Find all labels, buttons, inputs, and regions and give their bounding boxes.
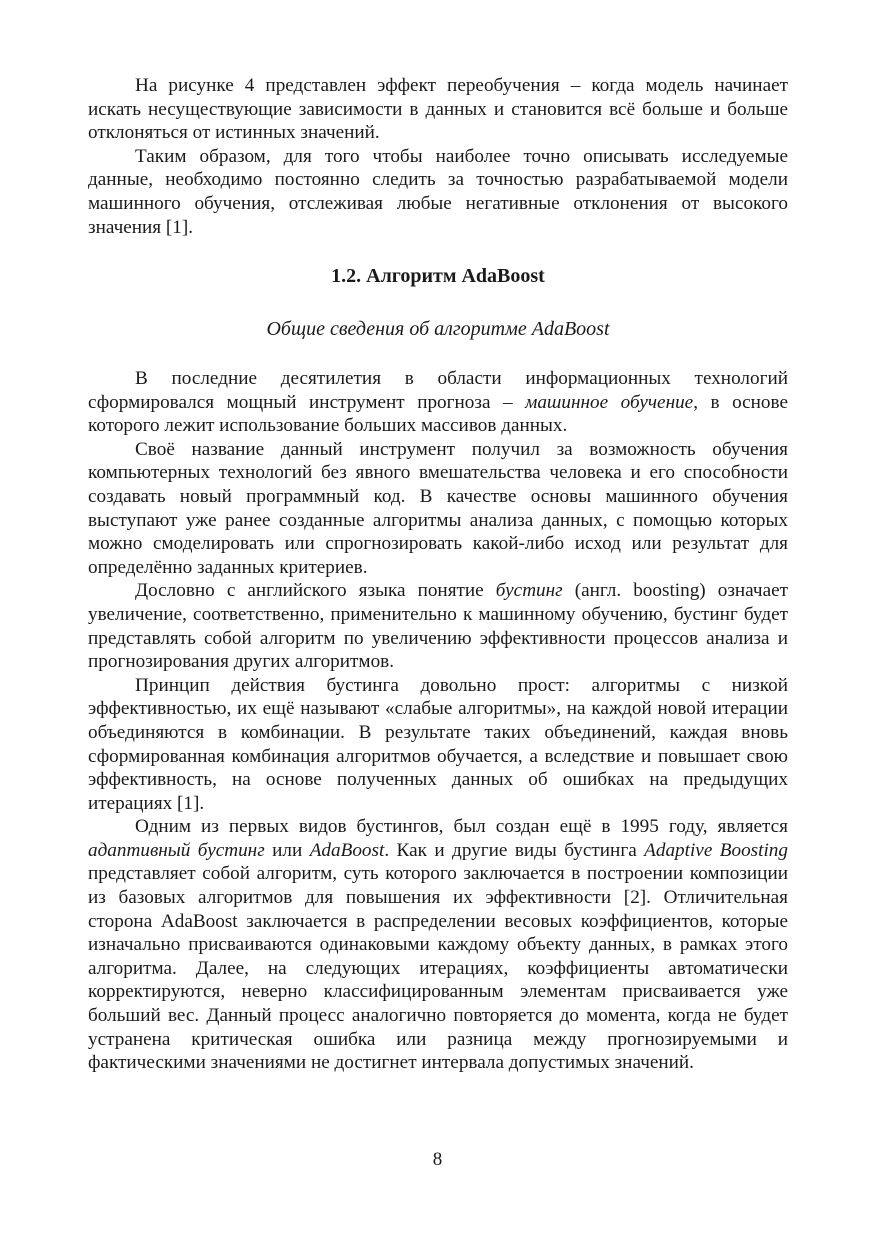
emphasis: бустинг [495, 580, 563, 602]
main-text-block [88, 367, 788, 1075]
emphasis: машинное обучение [525, 391, 694, 413]
paragraph: Своё название данный инструмент получил за возможность обучения компьютерных технологий без явного вмешательства человека и его способности создавать новый программный код. В качестве основы машинного обучения выступают уже ранее созданные алгоритмы анализа данных, с помощью которых можно смоделировать или спрогнозировать какой-либо исход или результат для определённо заданных критериев. [88, 438, 788, 578]
emphasis: адаптивный бустинг [88, 839, 265, 861]
page-number: 8 [432, 1149, 443, 1170]
intro-block [88, 74, 788, 239]
paragraph: На рисунке 4 представлен эффект переобучения – когда модель начинает искать несуществующие зависимости в данных и становится всё больше и больше отклоняться от истинных значений. [88, 75, 788, 144]
text-run: или [264, 839, 310, 861]
paragraph [88, 579, 788, 673]
paragraph: Таким образом, для того чтобы наиболее точно описывать исследуемые данные, необходимо постоянно следить за точностью разрабатываемой модели машинного обучения, отслеживая любые негативные отклонения от высокого значения [1]. [88, 145, 788, 238]
text-run: Одним из первых видов бустингов, был создан ещё в 1995 году, является [135, 816, 788, 838]
text-run: . Как и другие виды бустинга [384, 839, 645, 861]
paragraph: Принцип действия бустинга довольно прост: алгоритмы с низкой эффективностью, их ещё называют «слабые алгоритмы», на каждой новой итерации объединяются в комбинации. В результате таких объединений, каждая вновь сформированная комбинация алгоритмов обучается, а вследствие и повышает свою эффективность, на основе полученных данных об ошибках на предыдущих итерациях [1]. [88, 674, 788, 814]
emphasis: AdaBoost [309, 839, 385, 861]
text-run: Дословно с английского языка понятие [135, 580, 496, 602]
section-heading: 1.2. Алгоритм AdaBoost [331, 265, 545, 287]
emphasis: Adaptive Boosting [644, 839, 788, 861]
text-run: , в основе которого лежит использование больших массивов данных. [88, 391, 788, 437]
paragraph [88, 815, 788, 1075]
text-run: представляет собой алгоритм, суть которого заключается в построении композиции из базовых алгоритмов для повышения их эффективности [2]. Отличительная сторона AdaBoost заключается в распределении весовых коэффициентов, которые изначально присваиваются одинаковыми каждому объекту данных, в рамках этого алгоритма. Далее, на следующих итерациях, коэффициенты автоматически корректируются, неверно классифицированным элементам присваивается уже больший вес. Данный процесс аналогично повторяется до момента, когда не будет устранена критическая ошибка или разница между прогнозируемыми и фактическими значениями не достигнет интервала допустимых значений. [88, 863, 788, 1074]
paragraph [88, 367, 788, 438]
text-run: В последние десятилетия в области информационных технологий сформировался мощный инструмент прогноза – [88, 368, 788, 413]
text-run: (англ. boosting) означает увеличение, соответственно, применительно к машинному обучению, бустинг будет представлять собой алгоритм по увеличению эффективности процессов анализа и прогнозирования других алгоритмов. [88, 580, 788, 673]
section-subheading: Общие сведения об алгоритме AdaBoost [266, 318, 610, 340]
